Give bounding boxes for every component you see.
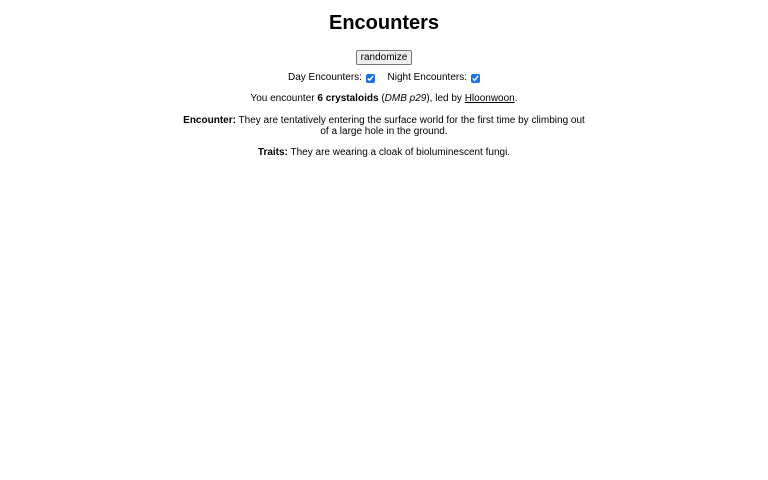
traits-label: Traits: [257, 147, 288, 158]
night-encounters-label: Night Encounters: [387, 72, 467, 83]
encounter-text: They are tentatively entering the surface world for the first time by climbing out of a large hole in the ground. [238, 115, 585, 137]
randomize-row [0, 47, 768, 65]
traits-description [0, 147, 768, 158]
randomize-button[interactable]: randomize [356, 50, 413, 65]
encounter-creature: 6 crystaloids [317, 93, 379, 104]
day-encounters-label: Day Encounters: [288, 72, 362, 83]
day-encounters-toggle[interactable] [288, 71, 375, 85]
open-paren: ( [381, 93, 385, 104]
night-encounters-toggle[interactable] [388, 71, 481, 85]
encounter-prefix: You encounter [250, 93, 315, 104]
encounter-time-toggles [0, 71, 768, 85]
encounter-led-by: ), led by [426, 93, 462, 104]
day-encounters-checkbox[interactable] [366, 74, 375, 83]
traits-text: They are wearing a cloak of bioluminescent fungi. [290, 147, 511, 158]
encounter-summary [0, 93, 768, 104]
encounter-source: DMB p29 [384, 93, 427, 104]
encounter-leader-link[interactable]: Hloonwoon [464, 93, 515, 104]
page-title: Encounters [328, 12, 440, 34]
night-encounters-checkbox[interactable] [471, 74, 480, 83]
encounter-description [180, 115, 588, 137]
encounter-label: Encounter: [183, 115, 236, 126]
encounter-period: . [514, 93, 518, 104]
